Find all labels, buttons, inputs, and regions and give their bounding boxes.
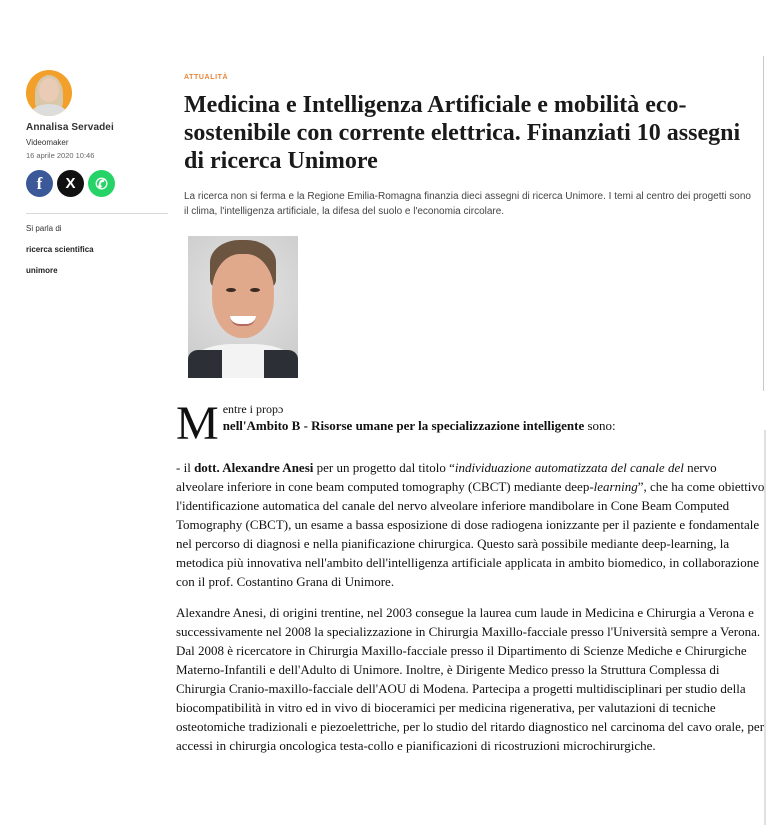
photo-eye-left (226, 288, 236, 292)
drop-cap: M (176, 397, 219, 450)
author-sidebar (26, 70, 168, 275)
photo-jacket-left (188, 350, 222, 378)
article-category[interactable]: ATTUALITÀ (184, 74, 229, 81)
intro-fragment: entre i propɔ (222, 402, 284, 416)
paragraph-anesi-project (176, 458, 766, 591)
tag-link[interactable]: unimore (26, 266, 58, 275)
page-edge (764, 430, 766, 825)
whatsapp-icon: ✆ (95, 175, 108, 193)
p1-italic-learning: learning (593, 479, 638, 494)
column-rule (763, 56, 764, 391)
ambito-tail: sono: (584, 418, 616, 433)
share-buttons (26, 170, 168, 197)
whatsapp-share-button[interactable] (88, 170, 115, 197)
p1-rest: ”, che ha come obiettivo l'identificazione automatica del canale del nervo alveolare inferiore mandibolare in Cone Beam Computed Tomography (CBCT), un esame a bassa esposizione di dose radiogena ionizzante per il paziente e fondamentale nel percorso di diagnosi e nella pianificazione chirurgica. Questo sarà possibile mediante deep-learning, la metodica più innovativa nell'ambito dell'intelligenza artificiale applicata in ambito biomedico, in collaborazione con il prof. Costantino Grana di Unimore. (176, 479, 765, 589)
facebook-share-button[interactable] (26, 170, 53, 197)
tag-link[interactable]: ricerca scientifica (26, 245, 94, 254)
photo-eye-right (250, 288, 260, 292)
article-body (176, 397, 766, 755)
ambito-bold: nell'Ambito B - Risorse umane per la specializzazione intelligente (222, 418, 585, 433)
sidebar-divider (26, 213, 168, 214)
publish-date: 16 aprile 2020 10:46 (26, 151, 95, 160)
facebook-icon: f (36, 173, 43, 193)
author-avatar[interactable] (26, 70, 72, 116)
p1-lead: - il (176, 460, 195, 475)
article-title: Medicina e Intelligenza Artificiale e mobilità eco-sostenibile con corrente elettrica. Finanziati 10 assegni di ricerca Unimore (184, 92, 741, 174)
author-name[interactable]: Annalisa Servadei (26, 122, 114, 133)
p1-mid: nervo alveolare inferiore in cone beam computed tomography (CBCT) mediante deep- (176, 460, 717, 494)
author-role: Videomaker (26, 138, 69, 147)
p1-after-name: per un progetto dal titolo “ (313, 460, 455, 475)
article-header (184, 74, 756, 219)
article-summary: La ricerca non si ferma e la Regione Emilia-Romagna finanzia dieci assegni di ricerca Unimore. I temi al centro dei progetti sono il clima, l'intelligenza artificiale, la difesa del suolo e l'economia circolare. (184, 191, 751, 217)
photo-jacket-right (264, 350, 298, 378)
intro-ambito (176, 417, 766, 434)
avatar-face (39, 78, 59, 102)
paragraph-anesi-bio: Alexandre Anesi, di origini trentine, nel 2003 consegue la laurea cum laude in Medicina e Chirurgia a Verona e successivamente nel 2008 la specializzazione in Chirurgia Maxillo-facciale presso l'Università sempre a Verona. Dal 2008 è ricercatore in Chirurgia Maxillo-facciale presso il Dipartimento di Scienze Mediche e Chirurgiche Materno-Infantili e dell'Adulto di Unimore. Inoltre, è Dirigente Medico presso la Struttura Complessa di Chirurgia Cranio-maxillo-facciale dell'AOU di Modena. Partecipa a progetti multidisciplinari per studio della biocompatibilità in vitro ed in vivo di bioceramici per medicina rigenerativa, per valutazioni di tecniche osteotomiche tradizionali e piezoelettriche, per lo studio del ritardo diagnostico nel carcinoma del cavo orale, per accessi in chirurgia oncologica testa-collo e pianificazioni di ricostruzioni microchirurgiche. (176, 605, 765, 753)
x-share-button[interactable] (57, 170, 84, 197)
article-photo (188, 236, 298, 378)
tags-label: Si parla di (26, 224, 62, 233)
p1-name: dott. Alexandre Anesi (194, 460, 314, 475)
p1-italic-title: individuazione automatizzata del canale del (454, 460, 684, 475)
x-icon: X (65, 175, 76, 192)
